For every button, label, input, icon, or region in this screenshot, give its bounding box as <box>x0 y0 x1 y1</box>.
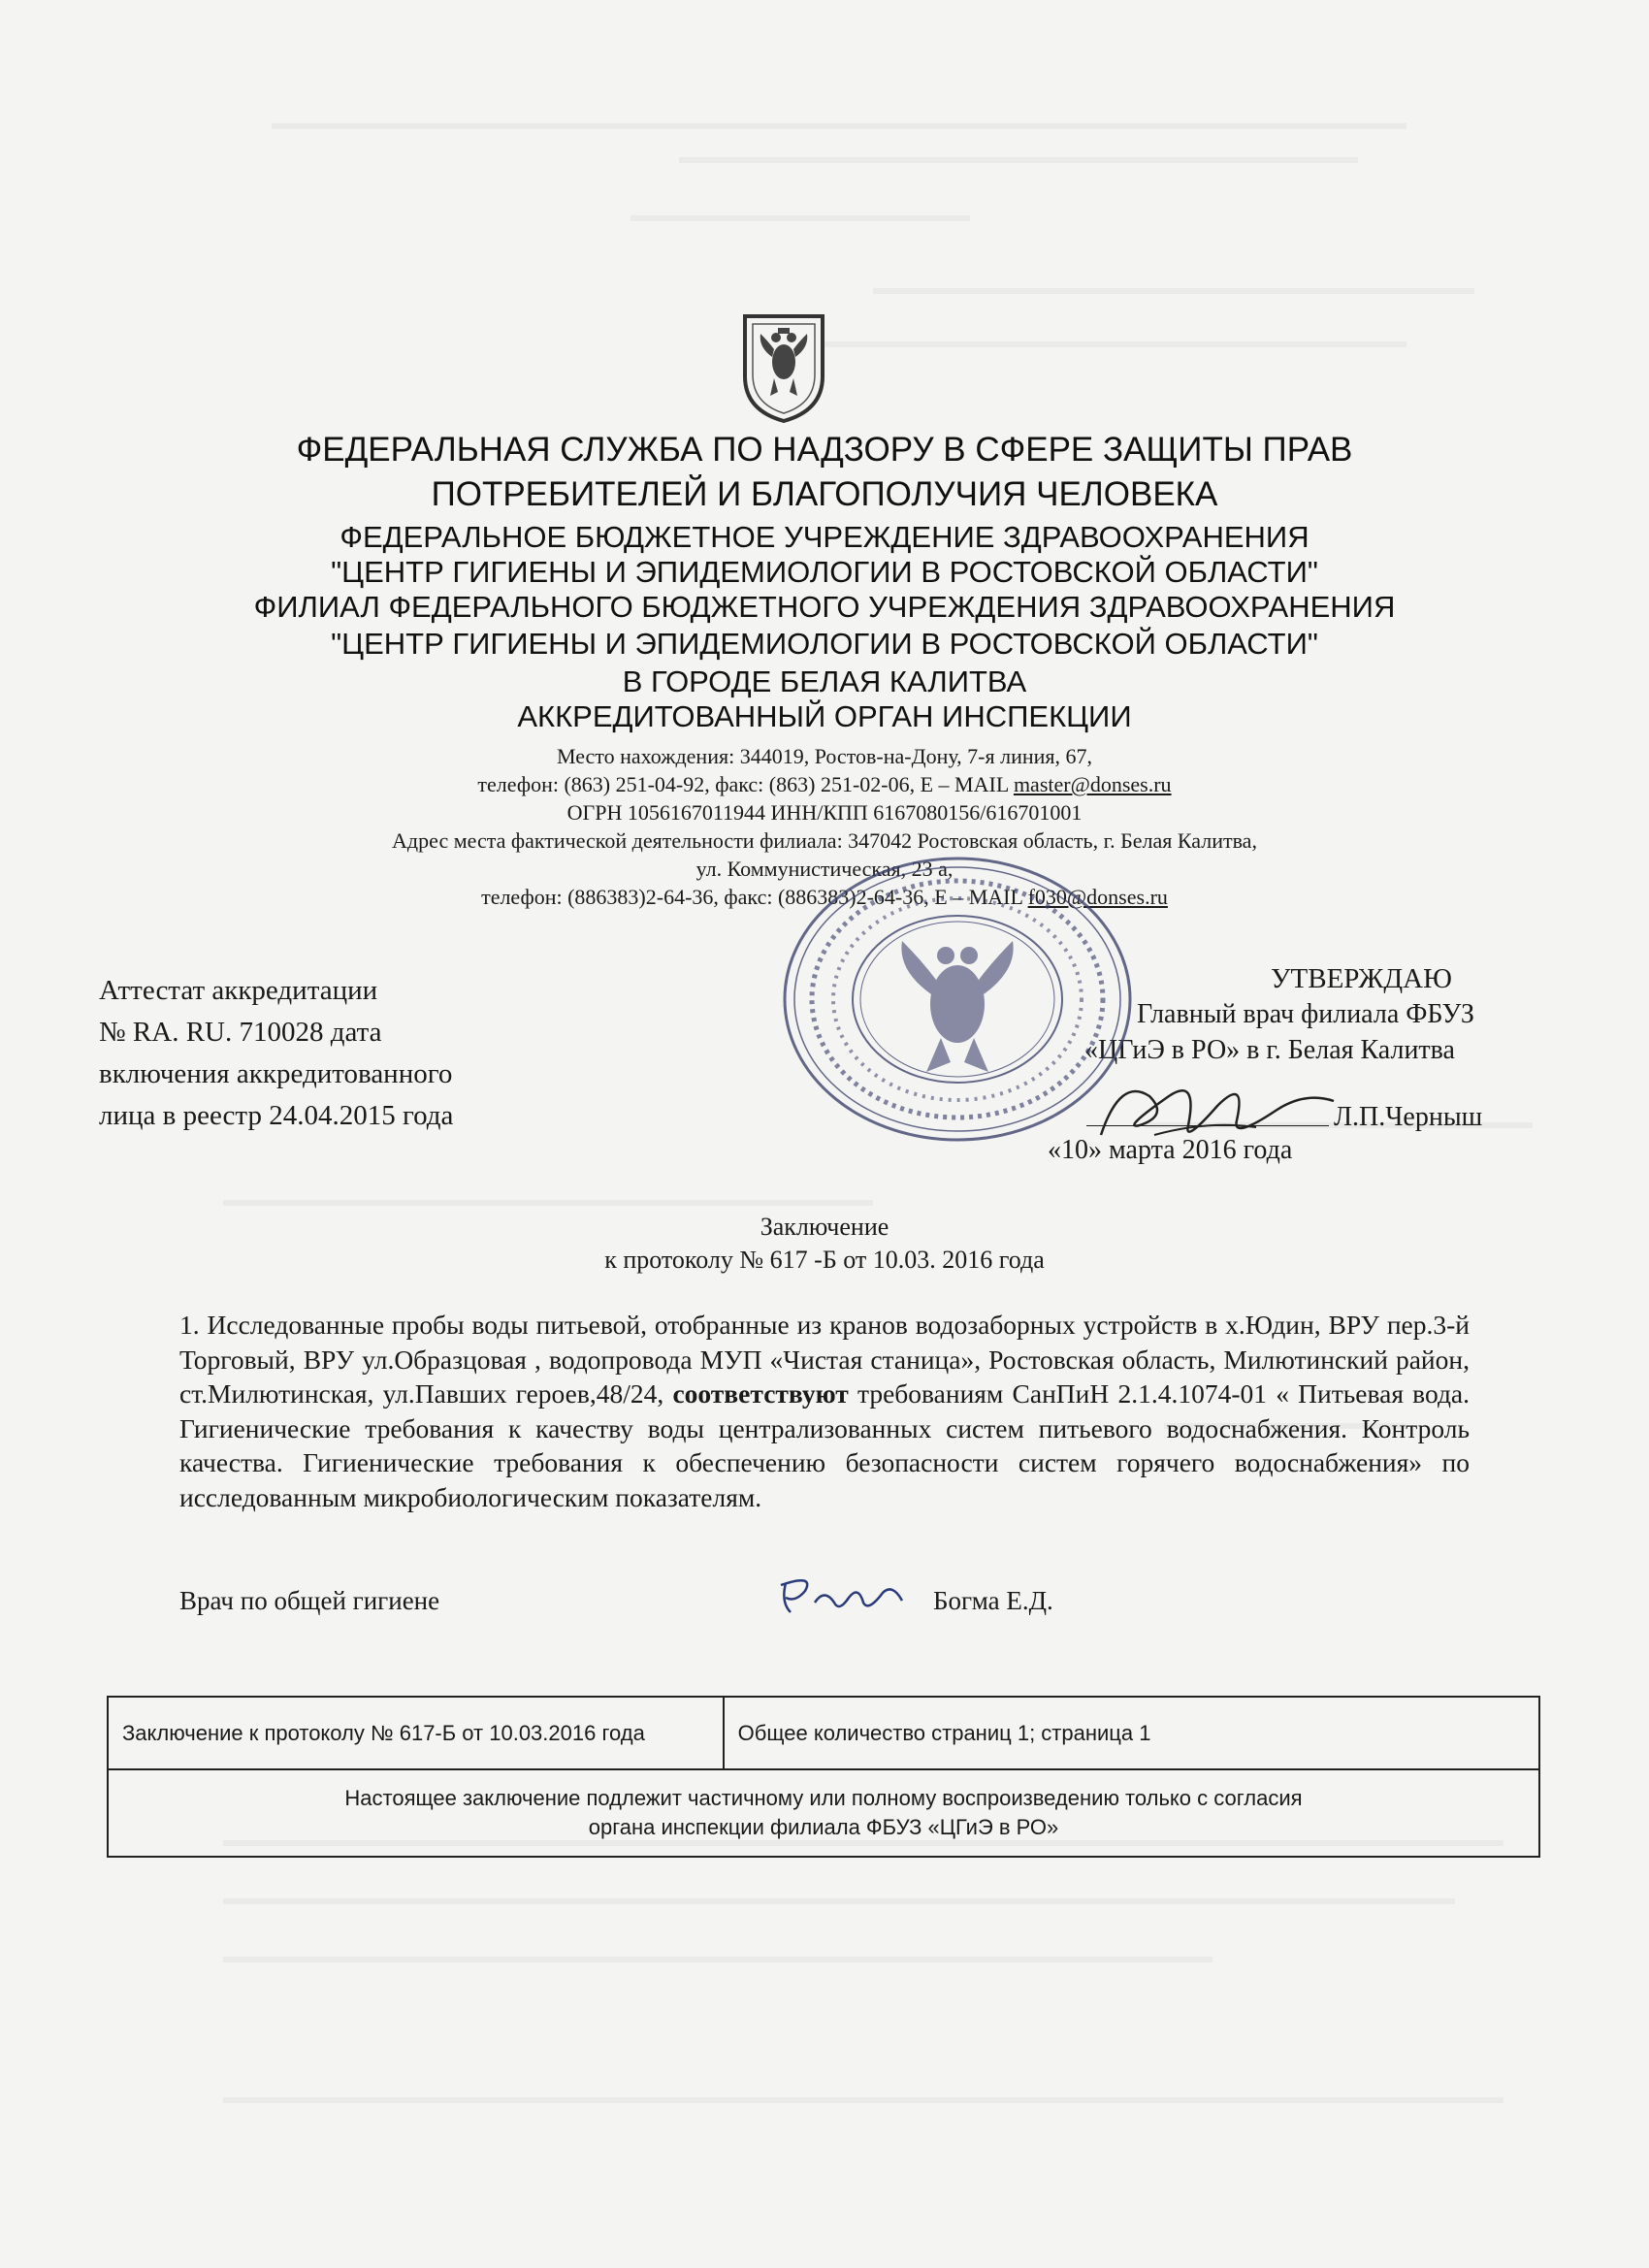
header-line-3: ФЕДЕРАЛЬНОЕ БЮДЖЕТНОЕ УЧРЕЖДЕНИЕ ЗДРАВООХРАНЕНИЯ <box>340 520 1310 554</box>
approval-date: «10» марта 2016 года <box>1048 1135 1293 1165</box>
conclusion-text <box>179 1308 1470 1514</box>
conclusion-text-part2: требованиям СанПиН 2.1.4.1074-01 « Питьевая вода. Гигиенические требования к качеству воды централизованных систем питьевого водоснабжения. Контроль качества. Гигиенические требования к обеспечению безопасности систем горячего водоснабжения» по исследованным микробиологическим показателям. <box>179 1378 1471 1512</box>
accreditation-line-3: включения аккредитованного <box>99 1058 453 1089</box>
branch-phone-text: телефон: (886383)2-64-36, факс: (886383)2-64-36, E – MAIL <box>481 885 1028 909</box>
branch-address: Адрес места фактической деятельности филиала: 347042 Ростовская область, г. Белая Калитва, <box>392 828 1257 853</box>
footer-note-line-1: Настоящее заключение подлежит частичному или полному воспроизведению только с согласия <box>344 1786 1303 1810</box>
round-seal-icon <box>781 854 1140 1145</box>
approval-title: УТВЕРЖДАЮ <box>1271 963 1452 994</box>
header-line-2: ПОТРЕБИТЕЛЕЙ И БЛАГОПОЛУЧИЯ ЧЕЛОВЕКА <box>431 475 1218 513</box>
org-ogrn: ОГРН 1056167011944 ИНН/КПП 6167080156/616701001 <box>566 800 1083 825</box>
conclusion-text-part1: 1. Исследованные пробы воды питьевой, отобранные из кранов водозаборных устройств в х.Юдин, ВРУ пер.3-й Торговый, ВРУ ул.Образцовая , водопровода МУП «Чистая станица», Ростовская область, Милютинский район, ст.Милютинская, ул.Павших героев,48/24, <box>179 1310 1470 1409</box>
approval-name: Л.П.Черныш <box>1334 1102 1483 1132</box>
accreditation-block <box>99 970 453 1137</box>
approval-position-1: Главный врач филиала ФБУЗ <box>1137 999 1474 1029</box>
header-line-6: "ЦЕНТР ГИГИЕНЫ И ЭПИДЕМИОЛОГИИ В РОСТОВСКОЙ ОБЛАСТИ" <box>331 627 1318 661</box>
branch-email[interactable]: f030@donses.ru <box>1027 885 1168 909</box>
conclusion-text-bold: соответствуют <box>672 1378 849 1409</box>
header-line-5: ФИЛИАЛ ФЕДЕРАЛЬНОГО БЮДЖЕТНОГО УЧРЕЖДЕНИЯ ЗДРАВООХРАНЕНИЯ <box>253 590 1396 624</box>
footer-protocol-ref: Заключение к протоколу № 617-Б от 10.03.2016 года <box>108 1697 724 1769</box>
accreditation-line-4: лица в реестр 24.04.2015 года <box>99 1100 454 1131</box>
accreditation-line-1: Аттестат аккредитации <box>99 975 378 1006</box>
org-phone-text: телефон: (863) 251-04-92, факс: (863) 251-02-06, E – MAIL <box>477 772 1014 796</box>
branch-street: ул. Коммунистическая, 23 а, <box>695 857 954 881</box>
doctor-signature-icon <box>776 1573 912 1622</box>
approval-position-2: «ЦГиЭ в РО» в г. Белая Калитва <box>1084 1035 1455 1065</box>
org-email[interactable]: master@donses.ru <box>1013 772 1172 796</box>
org-address: Место нахождения: 344019, Ростов-на-Дону, 7-я линия, 67, <box>556 744 1093 768</box>
header-line-8: АККРЕДИТОВАННЫЙ ОРГАН ИНСПЕКЦИИ <box>517 699 1132 733</box>
org-phone <box>0 772 1649 797</box>
footer-row-1 <box>108 1697 1539 1769</box>
coat-of-arms-icon <box>735 308 832 425</box>
doctor-name: Богма Е.Д. <box>933 1586 1053 1615</box>
conclusion-title: Заключение <box>760 1213 889 1241</box>
accreditation-line-2: № RA. RU. 710028 дата <box>99 1017 382 1048</box>
header-line-4: "ЦЕНТР ГИГИЕНЫ И ЭПИДЕМИОЛОГИИ В РОСТОВСКОЙ ОБЛАСТИ" <box>331 555 1318 589</box>
footer-note-line-2: органа инспекции филиала ФБУЗ «ЦГиЭ в РО» <box>588 1815 1059 1839</box>
footer-note <box>108 1769 1539 1857</box>
footer-table <box>107 1696 1540 1858</box>
conclusion-subtitle: к протоколу № 617 -Б от 10.03. 2016 года <box>604 1246 1045 1274</box>
doctor-position: Врач по общей гигиене <box>179 1586 440 1615</box>
header-line-7: В ГОРОДЕ БЕЛАЯ КАЛИТВА <box>622 664 1027 698</box>
header-line-1: ФЕДЕРАЛЬНАЯ СЛУЖБА ПО НАДЗОРУ В СФЕРЕ ЗАЩИТЫ ПРАВ <box>296 431 1353 469</box>
footer-page-count: Общее количество страниц 1; страница 1 <box>724 1697 1539 1769</box>
footer-row-2 <box>108 1769 1539 1857</box>
